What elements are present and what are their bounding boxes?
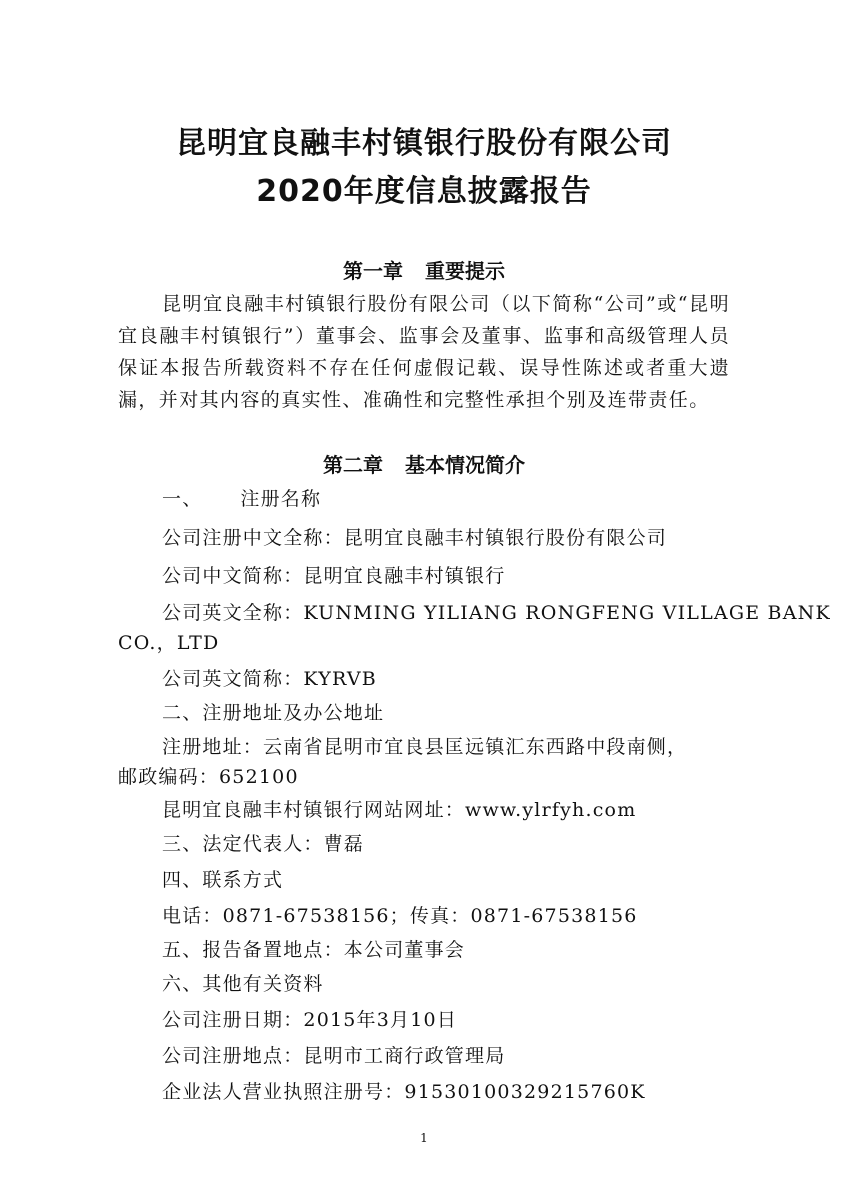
registered-address <box>118 732 730 792</box>
contact-info: 电话：0871-67538156；传真：0871-67538156 <box>162 905 638 927</box>
cn-full-name: 公司注册中文全称：昆明宜良融丰村镇银行股份有限公司 <box>162 527 668 549</box>
page-number: 1 <box>420 1131 428 1145</box>
business-license-number: 企业法人营业执照注册号：91530100329215760K <box>162 1081 646 1103</box>
en-full-name-line2: CO.，LTD <box>118 632 220 654</box>
section1-number: 一、 <box>162 488 203 510</box>
cn-short-name: 公司中文简称：昆明宜良融丰村镇银行 <box>162 565 506 587</box>
section1-title: 注册名称 <box>240 488 322 510</box>
section2-heading: 二、注册地址及办公地址 <box>162 702 385 724</box>
section1-heading <box>162 484 742 514</box>
address-line2: 邮政编码：652100 <box>118 766 299 788</box>
document-title-line2: 2020年度信息披露报告 <box>256 174 592 209</box>
registration-place: 公司注册地点：昆明市工商行政管理局 <box>162 1045 506 1067</box>
website: 昆明宜良融丰村镇银行网站网址：www.ylrfyh.com <box>162 799 637 821</box>
chapter2-title: 基本情况简介 <box>405 453 525 477</box>
en-full-name <box>118 598 831 658</box>
chapter1-title: 重要提示 <box>425 259 505 283</box>
en-short-name: 公司英文简称：KYRVB <box>162 668 377 690</box>
en-full-name-line1: 公司英文全称：KUNMING YILIANG RONGFENG VILLAGE BANK <box>162 602 831 624</box>
document-title-line1: 昆明宜良融丰村镇银行股份有限公司 <box>176 126 672 161</box>
chapter1-heading <box>0 256 848 286</box>
section5-report-location: 五、报告备置地点：本公司董事会 <box>162 939 466 961</box>
chapter2-heading <box>0 450 848 480</box>
registration-date: 公司注册日期：2015年3月10日 <box>162 1009 458 1031</box>
section3-legal-representative: 三、法定代表人：曹磊 <box>162 833 365 855</box>
chapter1-paragraph: 昆明宜良融丰村镇银行股份有限公司（以下简称“公司”或“昆明宜良融丰村镇银行”）董事会、监事会及董事、监事和高级管理人员保证本报告所载资料不存在任何虚假记载、误导性陈述或者重大遗漏，并对其内容的真实性、准确性和完整性承担个别及连带责任。 <box>118 293 730 411</box>
section6-heading: 六、其他有关资料 <box>162 973 324 995</box>
section4-heading: 四、联系方式 <box>162 869 284 891</box>
chapter1-number: 第一章 <box>343 259 403 283</box>
chapter2-number: 第二章 <box>323 453 383 477</box>
address-line1: 注册地址：云南省昆明市宜良县匡远镇汇东西路中段南侧， <box>162 736 688 758</box>
